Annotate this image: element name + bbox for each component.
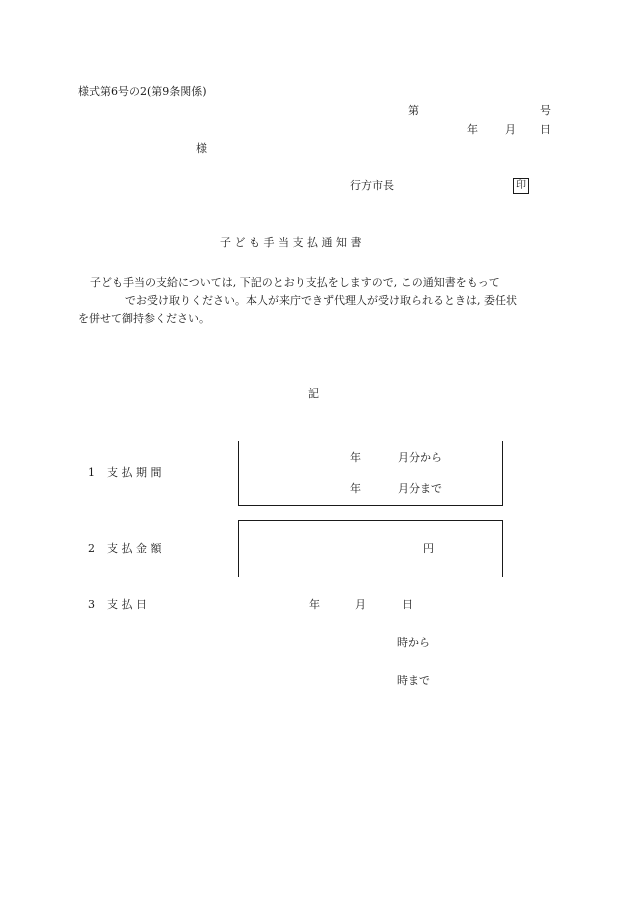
ki-heading: 記 (308, 387, 319, 400)
body-line-2: でお受け取りください。本人が来庁できず代理人が受け取られるときは, 委任状 (125, 294, 517, 307)
item1-label: 支 払 期 間 (107, 466, 162, 479)
body-line-1: 子ども手当の支給については, 下記のとおり支払をしますので, この通知書をもって (90, 276, 500, 289)
item3-year: 年 (309, 598, 320, 611)
item3-time-to: 時まで (397, 674, 430, 687)
date-month: 月 (505, 123, 516, 136)
item3-number: 3 (88, 598, 95, 611)
item1-number: 1 (88, 466, 95, 479)
item2-label: 支 払 金 額 (107, 542, 162, 555)
doc-number-suffix: 号 (540, 104, 551, 117)
date-year: 年 (467, 123, 478, 136)
item1-from-year: 年 (350, 451, 361, 464)
payment-period-box (238, 441, 503, 506)
item1-to-year: 年 (350, 482, 361, 495)
item1-to-text: 月分まで (398, 482, 442, 495)
body-line-3: を併せて御持参ください。 (78, 312, 210, 325)
form-number: 様式第6号の2(第9条関係) (78, 85, 207, 98)
item2-unit: 円 (423, 542, 434, 555)
issuer-name: 行方市長 (350, 179, 394, 192)
doc-number-prefix: 第 (408, 104, 419, 117)
document-title: 子 ど も 手 当 支 払 通 知 書 (220, 236, 362, 249)
item3-time-from: 時から (397, 636, 430, 649)
payment-amount-box (238, 520, 503, 577)
seal-mark: 印 (513, 178, 529, 194)
item3-label: 支 払 日 (107, 598, 147, 611)
item3-month: 月 (355, 598, 366, 611)
item1-from-text: 月分から (398, 451, 442, 464)
item2-number: 2 (88, 542, 95, 555)
date-day: 日 (540, 123, 551, 136)
item3-day: 日 (402, 598, 413, 611)
recipient-suffix: 様 (196, 142, 207, 155)
